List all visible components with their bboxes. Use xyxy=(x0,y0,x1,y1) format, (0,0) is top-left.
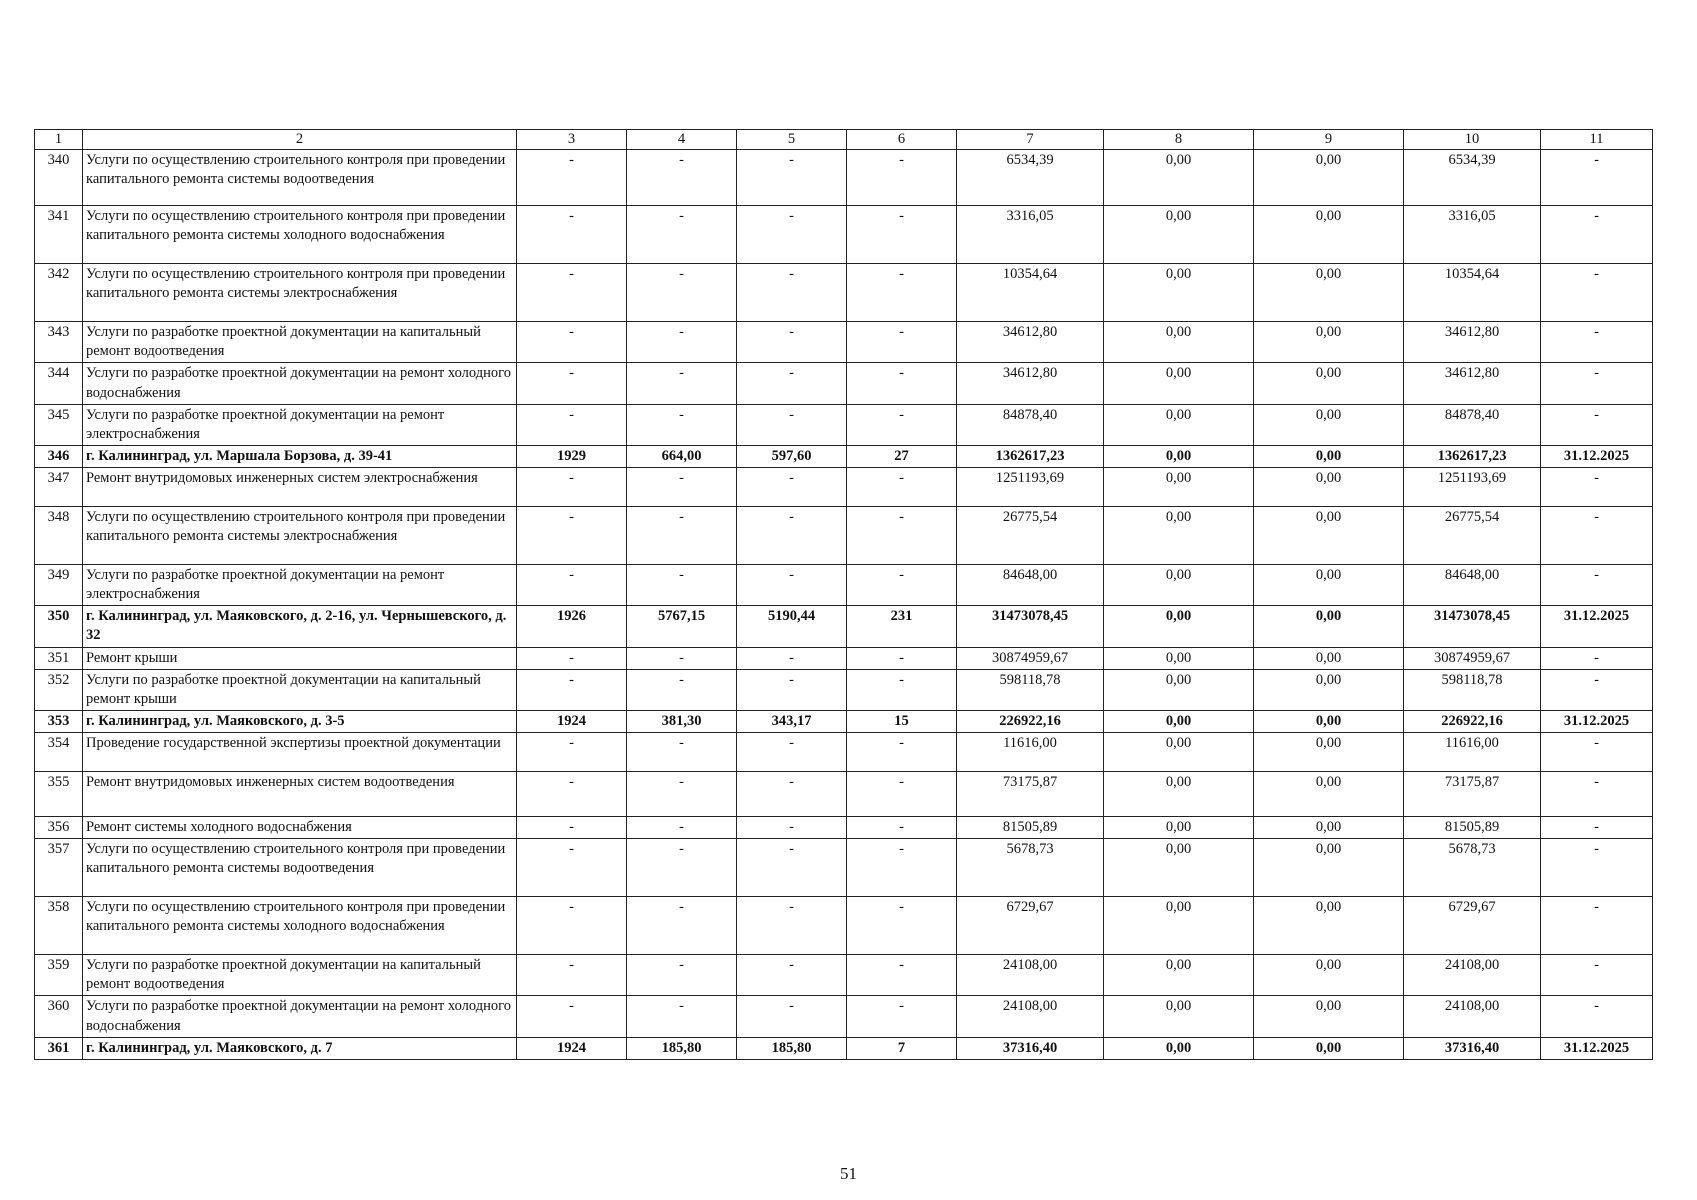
total-cost-cell: 6534,39 xyxy=(957,150,1104,206)
construction-year-cell: - xyxy=(517,669,627,710)
total-cost-cell: 37316,40 xyxy=(957,1037,1104,1059)
column-header: 10 xyxy=(1404,130,1541,150)
residents-count-cell: - xyxy=(847,206,957,264)
row-number-cell: 354 xyxy=(35,733,83,772)
completion-date-cell: - xyxy=(1541,150,1653,206)
owners-amount-cell: 10354,64 xyxy=(1404,264,1541,322)
work-row xyxy=(35,507,1653,565)
owners-amount-cell: 24108,00 xyxy=(1404,955,1541,996)
total-area-cell: 5767,15 xyxy=(627,606,737,647)
completion-date-cell: 31.12.2025 xyxy=(1541,445,1653,467)
residents-count-cell: - xyxy=(847,468,957,507)
residents-count-cell: - xyxy=(847,322,957,363)
completion-date-cell: - xyxy=(1541,264,1653,322)
address-row xyxy=(35,445,1653,467)
owners-amount-cell: 3316,05 xyxy=(1404,206,1541,264)
living-area-cell: 185,80 xyxy=(737,1037,847,1059)
row-number-cell: 352 xyxy=(35,669,83,710)
column-header: 7 xyxy=(957,130,1104,150)
work-description-cell: г. Калининград, ул. Маяковского, д. 2-16, ул. Чернышевского, д. 32 xyxy=(83,606,517,647)
budget-amount-cell: 0,00 xyxy=(1254,669,1404,710)
budget-amount-cell: 0,00 xyxy=(1254,468,1404,507)
column-header: 9 xyxy=(1254,130,1404,150)
row-number-cell: 340 xyxy=(35,150,83,206)
work-description-cell: Проведение государственной экспертизы проектной документации xyxy=(83,733,517,772)
total-area-cell: - xyxy=(627,733,737,772)
budget-amount-cell: 0,00 xyxy=(1254,363,1404,404)
column-header: 2 xyxy=(83,130,517,150)
work-row xyxy=(35,669,1653,710)
budget-amount-cell: 0,00 xyxy=(1254,565,1404,606)
work-description-cell: Услуги по осуществлению строительного контроля при проведении капитального ремонта системы холодного водоснабжения xyxy=(83,206,517,264)
construction-year-cell: - xyxy=(517,839,627,897)
fund-amount-cell: 0,00 xyxy=(1104,817,1254,839)
total-cost-cell: 26775,54 xyxy=(957,507,1104,565)
total-cost-cell: 34612,80 xyxy=(957,363,1104,404)
budget-amount-cell: 0,00 xyxy=(1254,507,1404,565)
row-number-cell: 344 xyxy=(35,363,83,404)
capital-repair-table xyxy=(34,129,1653,1060)
budget-amount-cell: 0,00 xyxy=(1254,445,1404,467)
total-area-cell: - xyxy=(627,996,737,1037)
owners-amount-cell: 5678,73 xyxy=(1404,839,1541,897)
completion-date-cell: - xyxy=(1541,647,1653,669)
column-header: 6 xyxy=(847,130,957,150)
fund-amount-cell: 0,00 xyxy=(1104,404,1254,445)
owners-amount-cell: 30874959,67 xyxy=(1404,647,1541,669)
living-area-cell: - xyxy=(737,565,847,606)
construction-year-cell: - xyxy=(517,322,627,363)
total-area-cell: - xyxy=(627,955,737,996)
construction-year-cell: - xyxy=(517,955,627,996)
completion-date-cell: - xyxy=(1541,817,1653,839)
fund-amount-cell: 0,00 xyxy=(1104,606,1254,647)
column-header: 11 xyxy=(1541,130,1653,150)
work-row xyxy=(35,897,1653,955)
work-row xyxy=(35,733,1653,772)
total-cost-cell: 1251193,69 xyxy=(957,468,1104,507)
construction-year-cell: 1924 xyxy=(517,1037,627,1059)
total-area-cell: - xyxy=(627,669,737,710)
residents-count-cell: - xyxy=(847,772,957,817)
work-description-cell: Услуги по разработке проектной документации на капитальный ремонт водоотведения xyxy=(83,322,517,363)
table-body xyxy=(35,130,1653,1060)
owners-amount-cell: 6534,39 xyxy=(1404,150,1541,206)
fund-amount-cell: 0,00 xyxy=(1104,669,1254,710)
address-row xyxy=(35,1037,1653,1059)
construction-year-cell: - xyxy=(517,468,627,507)
total-cost-cell: 30874959,67 xyxy=(957,647,1104,669)
completion-date-cell: 31.12.2025 xyxy=(1541,710,1653,732)
owners-amount-cell: 34612,80 xyxy=(1404,322,1541,363)
row-number-cell: 348 xyxy=(35,507,83,565)
living-area-cell: - xyxy=(737,150,847,206)
fund-amount-cell: 0,00 xyxy=(1104,996,1254,1037)
living-area-cell: - xyxy=(737,733,847,772)
row-number-cell: 353 xyxy=(35,710,83,732)
completion-date-cell: - xyxy=(1541,733,1653,772)
work-row xyxy=(35,565,1653,606)
owners-amount-cell: 24108,00 xyxy=(1404,996,1541,1037)
living-area-cell: - xyxy=(737,647,847,669)
budget-amount-cell: 0,00 xyxy=(1254,817,1404,839)
total-area-cell: - xyxy=(627,647,737,669)
owners-amount-cell: 37316,40 xyxy=(1404,1037,1541,1059)
work-description-cell: Ремонт внутридомовых инженерных систем водоотведения xyxy=(83,772,517,817)
completion-date-cell: 31.12.2025 xyxy=(1541,1037,1653,1059)
completion-date-cell: - xyxy=(1541,507,1653,565)
total-area-cell: - xyxy=(627,468,737,507)
fund-amount-cell: 0,00 xyxy=(1104,565,1254,606)
fund-amount-cell: 0,00 xyxy=(1104,468,1254,507)
owners-amount-cell: 84648,00 xyxy=(1404,565,1541,606)
residents-count-cell: - xyxy=(847,897,957,955)
construction-year-cell: - xyxy=(517,897,627,955)
construction-year-cell: 1926 xyxy=(517,606,627,647)
work-description-cell: Услуги по осуществлению строительного контроля при проведении капитального ремонта системы электроснабжения xyxy=(83,507,517,565)
total-area-cell: - xyxy=(627,150,737,206)
column-header: 5 xyxy=(737,130,847,150)
work-description-cell: Услуги по разработке проектной документации на ремонт электроснабжения xyxy=(83,404,517,445)
work-description-cell: г. Калининград, ул. Маяковского, д. 3-5 xyxy=(83,710,517,732)
living-area-cell: - xyxy=(737,817,847,839)
residents-count-cell: - xyxy=(847,839,957,897)
row-number-cell: 346 xyxy=(35,445,83,467)
work-description-cell: Услуги по разработке проектной документации на капитальный ремонт крыши xyxy=(83,669,517,710)
row-number-cell: 356 xyxy=(35,817,83,839)
budget-amount-cell: 0,00 xyxy=(1254,322,1404,363)
completion-date-cell: - xyxy=(1541,772,1653,817)
construction-year-cell: - xyxy=(517,507,627,565)
column-header: 8 xyxy=(1104,130,1254,150)
row-number-cell: 358 xyxy=(35,897,83,955)
total-cost-cell: 31473078,45 xyxy=(957,606,1104,647)
owners-amount-cell: 1362617,23 xyxy=(1404,445,1541,467)
owners-amount-cell: 598118,78 xyxy=(1404,669,1541,710)
completion-date-cell: 31.12.2025 xyxy=(1541,606,1653,647)
construction-year-cell: 1929 xyxy=(517,445,627,467)
row-number-cell: 343 xyxy=(35,322,83,363)
column-header: 4 xyxy=(627,130,737,150)
living-area-cell: - xyxy=(737,363,847,404)
budget-amount-cell: 0,00 xyxy=(1254,955,1404,996)
fund-amount-cell: 0,00 xyxy=(1104,733,1254,772)
completion-date-cell: - xyxy=(1541,955,1653,996)
living-area-cell: - xyxy=(737,772,847,817)
residents-count-cell: - xyxy=(847,955,957,996)
construction-year-cell: - xyxy=(517,817,627,839)
budget-amount-cell: 0,00 xyxy=(1254,839,1404,897)
row-number-cell: 349 xyxy=(35,565,83,606)
total-cost-cell: 81505,89 xyxy=(957,817,1104,839)
column-number-header-row xyxy=(35,130,1653,150)
work-row xyxy=(35,996,1653,1037)
residents-count-cell: - xyxy=(847,565,957,606)
work-description-cell: Ремонт системы холодного водоснабжения xyxy=(83,817,517,839)
owners-amount-cell: 11616,00 xyxy=(1404,733,1541,772)
completion-date-cell: - xyxy=(1541,839,1653,897)
fund-amount-cell: 0,00 xyxy=(1104,264,1254,322)
owners-amount-cell: 226922,16 xyxy=(1404,710,1541,732)
owners-amount-cell: 81505,89 xyxy=(1404,817,1541,839)
total-area-cell: - xyxy=(627,507,737,565)
total-area-cell: 664,00 xyxy=(627,445,737,467)
total-cost-cell: 24108,00 xyxy=(957,955,1104,996)
work-description-cell: Услуги по осуществлению строительного контроля при проведении капитального ремонта системы электроснабжения xyxy=(83,264,517,322)
total-cost-cell: 598118,78 xyxy=(957,669,1104,710)
living-area-cell: - xyxy=(737,206,847,264)
address-row xyxy=(35,710,1653,732)
living-area-cell: - xyxy=(737,264,847,322)
work-description-cell: Услуги по разработке проектной документации на ремонт холодного водоснабжения xyxy=(83,996,517,1037)
fund-amount-cell: 0,00 xyxy=(1104,955,1254,996)
work-row xyxy=(35,817,1653,839)
work-row xyxy=(35,404,1653,445)
construction-year-cell: - xyxy=(517,772,627,817)
total-area-cell: - xyxy=(627,264,737,322)
total-area-cell: - xyxy=(627,206,737,264)
completion-date-cell: - xyxy=(1541,206,1653,264)
residents-count-cell: - xyxy=(847,150,957,206)
construction-year-cell: - xyxy=(517,565,627,606)
living-area-cell: 5190,44 xyxy=(737,606,847,647)
budget-amount-cell: 0,00 xyxy=(1254,996,1404,1037)
address-row xyxy=(35,606,1653,647)
living-area-cell: - xyxy=(737,897,847,955)
residents-count-cell: 15 xyxy=(847,710,957,732)
total-area-cell: - xyxy=(627,817,737,839)
budget-amount-cell: 0,00 xyxy=(1254,264,1404,322)
construction-year-cell: 1924 xyxy=(517,710,627,732)
row-number-cell: 347 xyxy=(35,468,83,507)
row-number-cell: 359 xyxy=(35,955,83,996)
completion-date-cell: - xyxy=(1541,565,1653,606)
total-cost-cell: 226922,16 xyxy=(957,710,1104,732)
living-area-cell: - xyxy=(737,404,847,445)
total-cost-cell: 11616,00 xyxy=(957,733,1104,772)
fund-amount-cell: 0,00 xyxy=(1104,897,1254,955)
work-description-cell: Ремонт внутридомовых инженерных систем электроснабжения xyxy=(83,468,517,507)
work-row xyxy=(35,955,1653,996)
construction-year-cell: - xyxy=(517,733,627,772)
budget-amount-cell: 0,00 xyxy=(1254,206,1404,264)
completion-date-cell: - xyxy=(1541,404,1653,445)
work-description-cell: Услуги по осуществлению строительного контроля при проведении капитального ремонта системы водоотведения xyxy=(83,839,517,897)
column-header: 1 xyxy=(35,130,83,150)
budget-amount-cell: 0,00 xyxy=(1254,897,1404,955)
total-area-cell: - xyxy=(627,322,737,363)
work-description-cell: г. Калининград, ул. Маршала Борзова, д. 39-41 xyxy=(83,445,517,467)
total-cost-cell: 73175,87 xyxy=(957,772,1104,817)
construction-year-cell: - xyxy=(517,404,627,445)
work-description-cell: Услуги по осуществлению строительного контроля при проведении капитального ремонта системы холодного водоснабжения xyxy=(83,897,517,955)
column-header: 3 xyxy=(517,130,627,150)
row-number-cell: 345 xyxy=(35,404,83,445)
total-cost-cell: 84878,40 xyxy=(957,404,1104,445)
completion-date-cell: - xyxy=(1541,322,1653,363)
work-description-cell: Услуги по осуществлению строительного контроля при проведении капитального ремонта системы водоотведения xyxy=(83,150,517,206)
construction-year-cell: - xyxy=(517,647,627,669)
work-row xyxy=(35,206,1653,264)
total-cost-cell: 1362617,23 xyxy=(957,445,1104,467)
living-area-cell: - xyxy=(737,322,847,363)
total-cost-cell: 6729,67 xyxy=(957,897,1104,955)
living-area-cell: - xyxy=(737,468,847,507)
budget-amount-cell: 0,00 xyxy=(1254,150,1404,206)
living-area-cell: 343,17 xyxy=(737,710,847,732)
total-cost-cell: 3316,05 xyxy=(957,206,1104,264)
row-number-cell: 342 xyxy=(35,264,83,322)
residents-count-cell: - xyxy=(847,669,957,710)
living-area-cell: 597,60 xyxy=(737,445,847,467)
owners-amount-cell: 84878,40 xyxy=(1404,404,1541,445)
owners-amount-cell: 34612,80 xyxy=(1404,363,1541,404)
completion-date-cell: - xyxy=(1541,897,1653,955)
fund-amount-cell: 0,00 xyxy=(1104,322,1254,363)
living-area-cell: - xyxy=(737,669,847,710)
work-row xyxy=(35,264,1653,322)
residents-count-cell: 7 xyxy=(847,1037,957,1059)
total-cost-cell: 34612,80 xyxy=(957,322,1104,363)
total-area-cell: 185,80 xyxy=(627,1037,737,1059)
work-row xyxy=(35,772,1653,817)
residents-count-cell: - xyxy=(847,733,957,772)
construction-year-cell: - xyxy=(517,363,627,404)
row-number-cell: 351 xyxy=(35,647,83,669)
work-description-cell: Ремонт крыши xyxy=(83,647,517,669)
row-number-cell: 361 xyxy=(35,1037,83,1059)
fund-amount-cell: 0,00 xyxy=(1104,363,1254,404)
construction-year-cell: - xyxy=(517,996,627,1037)
budget-amount-cell: 0,00 xyxy=(1254,404,1404,445)
budget-amount-cell: 0,00 xyxy=(1254,772,1404,817)
construction-year-cell: - xyxy=(517,264,627,322)
row-number-cell: 355 xyxy=(35,772,83,817)
budget-amount-cell: 0,00 xyxy=(1254,647,1404,669)
fund-amount-cell: 0,00 xyxy=(1104,839,1254,897)
total-cost-cell: 24108,00 xyxy=(957,996,1104,1037)
completion-date-cell: - xyxy=(1541,363,1653,404)
living-area-cell: - xyxy=(737,839,847,897)
construction-year-cell: - xyxy=(517,150,627,206)
residents-count-cell: - xyxy=(847,647,957,669)
row-number-cell: 350 xyxy=(35,606,83,647)
total-cost-cell: 5678,73 xyxy=(957,839,1104,897)
fund-amount-cell: 0,00 xyxy=(1104,710,1254,732)
budget-amount-cell: 0,00 xyxy=(1254,1037,1404,1059)
living-area-cell: - xyxy=(737,507,847,565)
construction-year-cell: - xyxy=(517,206,627,264)
owners-amount-cell: 73175,87 xyxy=(1404,772,1541,817)
work-description-cell: Услуги по разработке проектной документации на ремонт холодного водоснабжения xyxy=(83,363,517,404)
work-row xyxy=(35,363,1653,404)
total-cost-cell: 84648,00 xyxy=(957,565,1104,606)
total-area-cell: - xyxy=(627,839,737,897)
fund-amount-cell: 0,00 xyxy=(1104,445,1254,467)
residents-count-cell: - xyxy=(847,404,957,445)
work-description-cell: Услуги по разработке проектной документации на ремонт электроснабжения xyxy=(83,565,517,606)
row-number-cell: 357 xyxy=(35,839,83,897)
owners-amount-cell: 31473078,45 xyxy=(1404,606,1541,647)
work-description-cell: Услуги по разработке проектной документации на капитальный ремонт водоотведения xyxy=(83,955,517,996)
owners-amount-cell: 1251193,69 xyxy=(1404,468,1541,507)
residents-count-cell: - xyxy=(847,996,957,1037)
residents-count-cell: 27 xyxy=(847,445,957,467)
residents-count-cell: - xyxy=(847,817,957,839)
completion-date-cell: - xyxy=(1541,669,1653,710)
residents-count-cell: - xyxy=(847,363,957,404)
completion-date-cell: - xyxy=(1541,468,1653,507)
work-row xyxy=(35,468,1653,507)
work-row xyxy=(35,647,1653,669)
total-area-cell: - xyxy=(627,404,737,445)
residents-count-cell: 231 xyxy=(847,606,957,647)
budget-amount-cell: 0,00 xyxy=(1254,606,1404,647)
living-area-cell: - xyxy=(737,955,847,996)
total-area-cell: - xyxy=(627,565,737,606)
fund-amount-cell: 0,00 xyxy=(1104,647,1254,669)
owners-amount-cell: 6729,67 xyxy=(1404,897,1541,955)
page-number: 51 xyxy=(840,1164,857,1183)
total-cost-cell: 10354,64 xyxy=(957,264,1104,322)
budget-amount-cell: 0,00 xyxy=(1254,710,1404,732)
fund-amount-cell: 0,00 xyxy=(1104,1037,1254,1059)
work-description-cell: г. Калининград, ул. Маяковского, д. 7 xyxy=(83,1037,517,1059)
total-area-cell: - xyxy=(627,897,737,955)
total-area-cell: 381,30 xyxy=(627,710,737,732)
fund-amount-cell: 0,00 xyxy=(1104,150,1254,206)
work-row xyxy=(35,839,1653,897)
work-row xyxy=(35,150,1653,206)
living-area-cell: - xyxy=(737,996,847,1037)
residents-count-cell: - xyxy=(847,264,957,322)
work-row xyxy=(35,322,1653,363)
row-number-cell: 360 xyxy=(35,996,83,1037)
residents-count-cell: - xyxy=(847,507,957,565)
budget-amount-cell: 0,00 xyxy=(1254,733,1404,772)
fund-amount-cell: 0,00 xyxy=(1104,772,1254,817)
owners-amount-cell: 26775,54 xyxy=(1404,507,1541,565)
completion-date-cell: - xyxy=(1541,996,1653,1037)
row-number-cell: 341 xyxy=(35,206,83,264)
fund-amount-cell: 0,00 xyxy=(1104,507,1254,565)
total-area-cell: - xyxy=(627,363,737,404)
total-area-cell: - xyxy=(627,772,737,817)
fund-amount-cell: 0,00 xyxy=(1104,206,1254,264)
